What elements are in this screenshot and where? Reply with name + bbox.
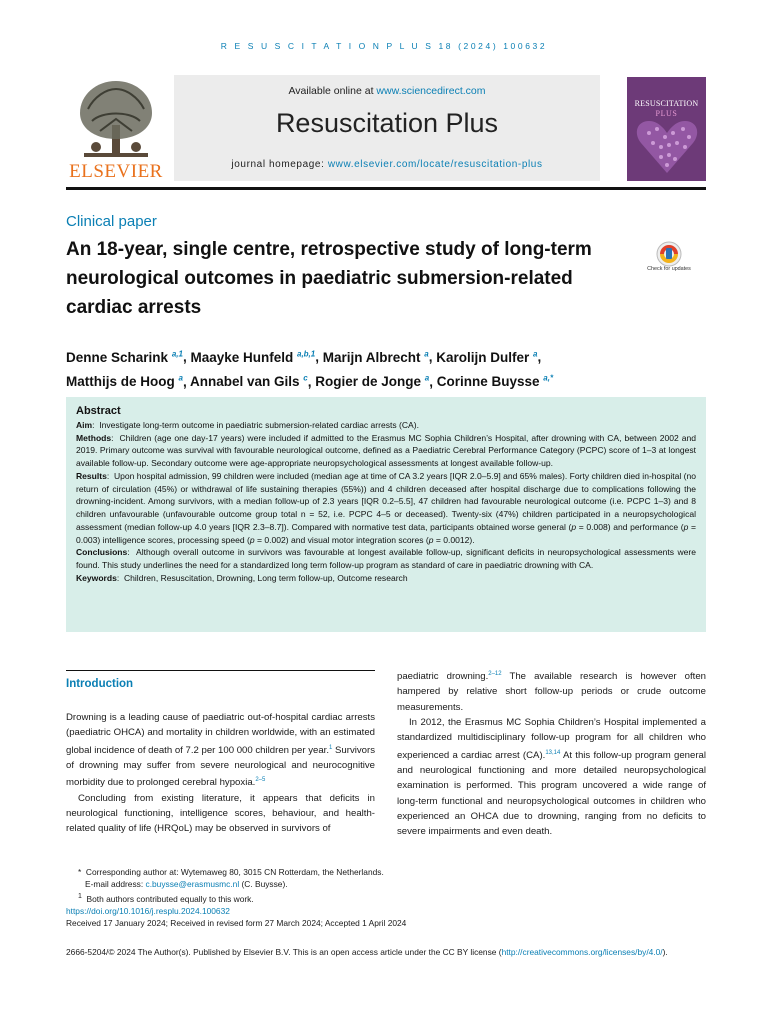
cover-subtitle: PLUS [655, 109, 678, 118]
author[interactable]: Marijn Albrecht $^a$ [322, 349, 429, 365]
corresponding-author-note: * Corresponding author at: Wytemaweg 80, 3015 CN Rotterdam, the Netherlands. [78, 867, 384, 877]
available-online: Available online at www.sciencedirect.com [288, 85, 486, 97]
check-for-updates-icon[interactable] [649, 240, 689, 282]
cover-heart-icon [627, 77, 706, 181]
abstract-aim: Aim: Investigate long-term outcome in paediatric submersion-related cardiac arrests (CA). [76, 419, 419, 430]
author[interactable]: Annabel van Gils $^c$ [189, 373, 308, 389]
paragraph: paediatric drowning.$^{2-12}$ The available research is however often hampered by relative short follow-up periods or crude outcome measurements. [397, 671, 706, 713]
paragraph: In 2012, the Erasmus MC Sophia Children’s Hospital implemented a standardized multidisciplinary follow-up program for all children who experienced a cardiac arrest (CA).$^{13,14}$ At this follow-up program general and neurological functioning and more detailed neuropsychological examination is performed. This program uncovered a wide range of long-term functional and neuropsychological outcomes in children who experienced an OHCA due to drowning, ranging from no deficits to severe impairments and even death. [397, 717, 706, 838]
journal-cover-thumbnail [627, 77, 706, 181]
article-section-label: Clinical paper [66, 213, 157, 230]
paragraph: Concluding from existing literature, it appears that deficits in neurological functioning, intelligence scores, behaviour, and health-related quality of life (HRQoL) may be observed in survivors of [66, 792, 375, 835]
abstract-conclusions: Conclusions: Although overall outcome in survivors was favourable at longest available follow-up, significant deficits in neuropsychological assessments were found. This study underlines the need for a standardized long term follow-up program as standard of care in paediatric drowning with CA. [76, 547, 696, 570]
abstract-heading: Abstract [76, 405, 121, 417]
equal-contribution-note: $^1$ Both authors contributed equally to this work. [78, 892, 254, 904]
introduction-heading: Introduction [66, 678, 134, 690]
citation-link[interactable]: 2–5 [255, 777, 266, 784]
citation-link[interactable]: 1 [329, 744, 333, 751]
article-title: An 18-year, single centre, retrospective study of long-term neurological outcomes in paediatric submersion-related cardiac arrests [66, 239, 592, 318]
license-statement: 2666-5204/© 2024 The Author(s). Published by Elsevier B.V. This is an open access article under the CC BY license (http://creativecommons.org/licenses/by/4.0/). [66, 947, 668, 957]
masthead-center-panel [174, 75, 600, 181]
sciencedirect-link[interactable]: www.sciencedirect.com [376, 85, 486, 97]
footnotes [66, 866, 706, 930]
license-link[interactable]: http://creativecommons.org/licenses/by/4.0/ [501, 947, 663, 957]
masthead-divider [66, 187, 706, 190]
body-column-left [66, 710, 375, 837]
received-dates: Received 17 January 2024; Received in revised form 27 March 2024; Accepted 1 April 2024 [66, 918, 407, 929]
paragraph: Drowning is a leading cause of paediatric out-of-hospital cardiac arrests (paediatric OHCA) and mortality in children worldwide, with an estimated global incidence of death of 7.2 per 100 000 children per year.$^1$ Survivors of drowning may suffer from severe neurological and neurocognitive morbidity due to prolonged cerebral hypoxia.$^{2-5}$ [66, 712, 375, 789]
body-column-right [397, 667, 706, 840]
journal-homepage-link[interactable]: www.elsevier.com/locate/resuscitation-plus [327, 159, 543, 170]
cover-title: RESUSCITATION [634, 99, 699, 108]
email-note: E-mail address: c.buysse@erasmusmc.nl (C. Buysse). [84, 879, 288, 890]
citation-link[interactable]: 13,14 [545, 749, 561, 756]
author-list: Denne Scharink $^{a,1}$, Maayke Hunfeld $^{a,b,1}$, Marijn Albrecht $^a$, Karolijn Dulfer $^a$, Matthijs de Hoog $^a$, Annabel van Gils $^c$, Rogier de Jonge $^a$, Corinne Buysse $^{a,*}$ [66, 349, 554, 389]
abstract-box [66, 397, 706, 632]
running-head: R E S U S C I T A T I O N P L U S 18 (2024) 100632 [220, 41, 548, 51]
email-link[interactable]: c.buysse@erasmusmc.nl [145, 879, 240, 890]
journal-name: Resuscitation Plus [275, 108, 499, 138]
author[interactable]: Karolijn Dulfer $^a$ [436, 349, 538, 365]
doi-link[interactable]: https://doi.org/10.1016/j.resplu.2024.100632 [66, 906, 230, 917]
abstract-methods: Methods: Children (age one day-17 years) were included if admitted to the Erasmus MC Sophia Children’s Hospital, after drowning with CA, between 2002 and 2019. Primary outcome was survival with favourable neurological outcome, defined as a Paediatric Cerebral Performance Category (PCPC) score of 1–3 at longest available follow-up. Secondary outcome were age-appropriate neuropsychological assessments at longest available follow-up. [76, 432, 696, 468]
publisher-wordmark: ELSEVIER [69, 161, 163, 182]
author[interactable]: Corinne Buysse $^{a,*}$ [436, 373, 554, 389]
author[interactable]: Matthijs de Hoog $^a$ [66, 373, 183, 389]
abstract-keywords: Keywords: Children, Resuscitation, Drowning, Long term follow-up, Outcome research [76, 572, 408, 583]
introduction-divider [66, 670, 375, 671]
check-for-updates-label[interactable]: Check for updates [647, 266, 691, 272]
journal-homepage: journal homepage: www.elsevier.com/locate/resuscitation-plus [231, 159, 543, 170]
abstract-results: Results: Upon hospital admission, 99 children were included (median age at time of CA 3.2 years [IQR 2.0–5.9] and 65% males). Forty children died in-hospital (no return of circulation (45%) or withdrawal of life sustaining therapies (55%)) and 4 children deceased after hospital discharge due to complications following the drowning-incident. Among survivors, with a median follow-up of 2.3 years [IQR 0.2–5.5], 47 children had favourable neurological outcome (i.e. PCPC 1–3) and 8 children unfavourable (unfavourable outcome group total n = 52, i.e. PCPC 4–5 or deceased). Twenty-six (47%) children participated in a neuropsychological assessment (median follow-up 4.0 years [IQR 2.3–8.7]). Compared with normative test data, participants obtained worse general (p = 0.008) and performance (p = 0.003) intelligence scores, processing speed (p = 0.002) and visual motor integration scores (p = 0.0012). [76, 470, 696, 545]
author[interactable]: Maayke Hunfeld $^{a,b,1}$ [190, 349, 316, 365]
author[interactable]: Rogier de Jonge $^a$ [315, 373, 430, 389]
author[interactable]: Denne Scharink $^{a,1}$ [66, 349, 183, 365]
citation-link[interactable]: 2–12 [488, 671, 502, 677]
journal-masthead [66, 75, 706, 185]
